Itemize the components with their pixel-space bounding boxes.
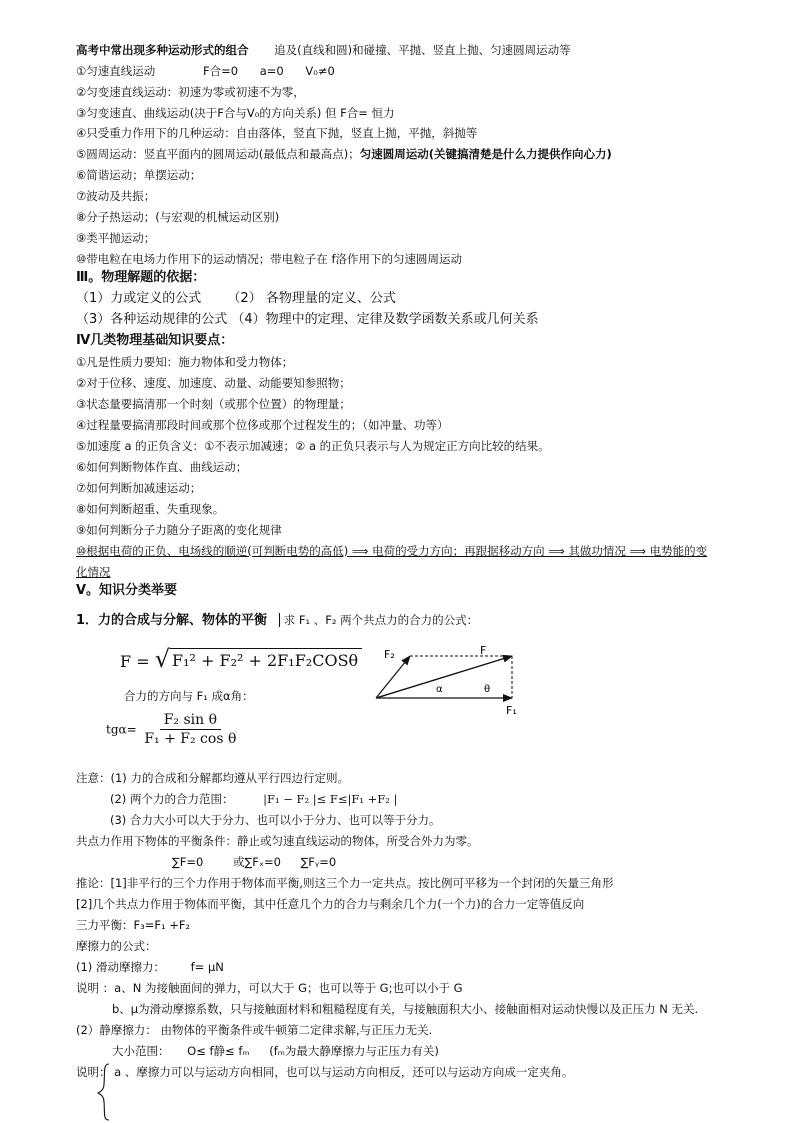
knowledge-point-5: ⑤加速度 a 的正负含义：①不表示加减速；② a 的正负只表示与人为规定正方向比较的结果。 (76, 439, 550, 453)
label-alpha: α (436, 684, 443, 695)
static-friction-note-label: 说明： (76, 1065, 111, 1079)
note-2-label: (2) 两个力的合力范围： (110, 792, 234, 806)
line-force-composition (76, 612, 478, 629)
knowledge-point-4: ④过程量要搞清那段时间或那个位侈或那个过程发生的；（如冲量、功等） (76, 418, 449, 432)
eq-sum-fy: ∑Fᵧ=0 (300, 855, 337, 869)
force-parallelogram-diagram (360, 640, 540, 720)
line-circular-motion (76, 146, 612, 162)
knowledge-point-10: ⑩根据电荷的正负、电场线的顺逆(可判断电势的高低) ⟹ 电荷的受力方向；再跟据移动方向 ⟹ 其做功情况 ⟹ 电势能的变 (76, 544, 708, 558)
tangent-lhs: tgα= (106, 722, 137, 737)
uniform-linear-condition-velocity: V₀≠0 (305, 64, 335, 78)
section-heading-basis: Ⅲ。物理解题的依据： (76, 270, 206, 285)
circular-motion-text: ⑤圆周运动：竖直平面内的圆周运动(最低点和最高点)； (76, 147, 360, 161)
line-item-4: ④只受重力作用下的几种运动：自由落体，竖直下抛，竖直上抛，平抛，斜抛等 (76, 126, 478, 140)
uniform-linear-label: ①匀速直线运动 (76, 64, 156, 78)
line-uniform-linear (76, 63, 335, 79)
static-friction-range-label: 大小范围： (112, 1044, 170, 1058)
line-item-10: ⑩带电粒在电场力作用下的运动情况；带电粒子在 f洛作用下的匀速圆周运动 (76, 252, 463, 266)
static-friction-max-note: (fₘ为最大静摩擦力与正压力有关) (269, 1044, 439, 1058)
three-force-balance: 三力平衡：F₃=F₁ +F₂ (76, 918, 191, 932)
line-item-2: ②匀变速直线运动：初速为零或初速不为零， (76, 85, 305, 99)
line-item-9: ⑨类平抛运动； (76, 231, 156, 245)
label-f2: F₂ (384, 648, 395, 661)
knowledge-point-2: ②对于位移、速度、加速度、动量、动能要知参照物； (76, 376, 351, 390)
friction-formula-heading: 摩擦力的公式： (76, 939, 157, 953)
static-friction-note (76, 1064, 573, 1080)
sliding-friction-note-a: 说明 ：a、N 为接触面间的弹力，可以大于 G；也可以等于 G;也可以小于 G (76, 981, 463, 995)
label-f: F (480, 644, 487, 657)
static-friction-line: (2）静摩擦力： 由物体的平衡条件或牛顿第二定律求解,与正压力无关. (76, 1023, 433, 1037)
f2-vector (376, 656, 410, 698)
line-item-3: ③匀变速直、曲线运动(决于F合与V₀的方向关系) 但 F合= 恒力 (76, 106, 395, 120)
knowledge-point-3: ③状态量要搞清那一个时刻（或那个位置）的物理量； (76, 397, 351, 411)
line-item-7: ⑦波动及共振； (76, 189, 156, 203)
knowledge-point-1: ①凡是性质力要知：施力物体和受力物体； (76, 355, 294, 369)
static-friction-range-formula: O≤ f静≤ fₘ (187, 1044, 250, 1058)
motion-combinations-title: 高考中常出现多种运动形式的组合 (76, 43, 249, 57)
knowledge-point-9: ⑨如何判断分子力随分子距离的变化规律 (76, 523, 282, 537)
equilibrium-equations (172, 854, 336, 870)
sqrt-expression (154, 645, 362, 673)
tangent-fraction (140, 712, 240, 747)
resultant-force-lhs: F = (120, 652, 150, 671)
equilibrium-condition: 共点力作用下物体的平衡条件：静止或匀速直线运动的物体，所受合外力为零。 (76, 834, 479, 848)
uniform-linear-condition-force: F合=0 (202, 64, 239, 78)
eq-sum-fx: 或∑Fₓ=0 (232, 855, 281, 869)
note-2 (110, 791, 397, 807)
force-formula-intro: 求 F₁ 、F₂ 两个共点力的合力的公式： (279, 613, 478, 627)
note-1: 注意：(1) 力的合成和分解都均遵从平行四边行定则。 (76, 771, 349, 785)
resultant-direction-text: 合力的方向与 F₁ 成α角： (124, 689, 254, 703)
sliding-friction-formula: f= μN (190, 960, 224, 974)
knowledge-point-10-cont: 化情况 (76, 565, 111, 579)
basis-item-1: （1）力或定义的公式 (76, 291, 202, 306)
knowledge-point-6: ⑥如何判断物体作直、曲线运动； (76, 460, 248, 474)
sqrt-radicand: F₁² + F₂² + 2F₁F₂COSθ (170, 648, 362, 670)
basis-item-2: （2） 各物理量的定义、公式 (227, 291, 396, 306)
line-item-6: ⑥简谐运动；单摆运动； (76, 168, 202, 182)
label-f1: F₁ (506, 704, 517, 717)
sliding-friction-label: (1) 滑动摩擦力： (76, 960, 165, 974)
sqrt-sign: √ (154, 645, 170, 673)
force-composition-heading: 1．力的合成与分解、物体的平衡 (76, 613, 268, 628)
motion-combinations-list: 追及(直线和圆)和碰撞、平抛、竖直上抛、匀速圆周运动等 (274, 43, 571, 57)
line-motion-combinations (76, 42, 571, 58)
section-heading-classification: V。知识分类举要 (76, 583, 178, 598)
tangent-numerator: F₂ sin θ (160, 712, 221, 730)
line-basis-3-4: （3）各种运动规律的公式 （4）物理中的定理、定律及数学函数关系或几何关系 (76, 312, 539, 327)
tangent-denominator: F₁ + F₂ cos θ (144, 731, 237, 747)
sliding-friction-line (76, 959, 224, 975)
brace-icon (96, 1062, 112, 1122)
resultant-force-formula (120, 645, 362, 673)
tangent-formula (106, 712, 240, 747)
sliding-friction-note-b: b、μ为滑动摩擦系数，只与接触面材料和粗糙程度有关，与接触面积大小、接触面相对运动快慢以及正压力 N 无关. (112, 1002, 699, 1016)
knowledge-point-7: ⑦如何判断加减速运动； (76, 481, 202, 495)
section-heading-knowledge-points: Ⅳ几类物理基础知识要点： (76, 333, 234, 348)
resultant-range-formula: |F₁ − F₂ |≤ F≤|F₁ +F₂ | (263, 792, 398, 806)
knowledge-point-8: ⑧如何判断超重、失重现象。 (76, 502, 225, 516)
eq-sum-f: ∑F=0 (172, 855, 204, 869)
resultant-vector (376, 656, 512, 698)
corollary-2: [2]几个共点力作用于物体而平衡，其中任意几个力的合力与剩余几个力(一个力)的合力一定等值反向 (76, 897, 585, 911)
corollary-1: 推论：[1]非平行的三个力作用于物体而平衡,则这三个力一定共点。按比例可平移为一个封闭的矢量三角形 (76, 876, 614, 890)
static-friction-range (112, 1043, 439, 1059)
static-friction-note-text: a 、摩擦力可以与运动方向相同，也可以与运动方向相反，还可以与运动方向成一定夹角。 (114, 1065, 574, 1079)
uniform-circular-note: 匀速圆周运动(关键搞清楚是什么力提供作向心力) (359, 147, 612, 161)
uniform-linear-condition-accel: a=0 (259, 64, 284, 78)
note-3: (3) 合力大小可以大于分力、也可以小于分力、也可以等于分力。 (110, 813, 441, 827)
line-item-8: ⑧分子热运动；(与宏观的机械运动区别) (76, 210, 280, 224)
line-basis-1-2 (76, 291, 396, 307)
label-theta: θ (484, 684, 491, 695)
